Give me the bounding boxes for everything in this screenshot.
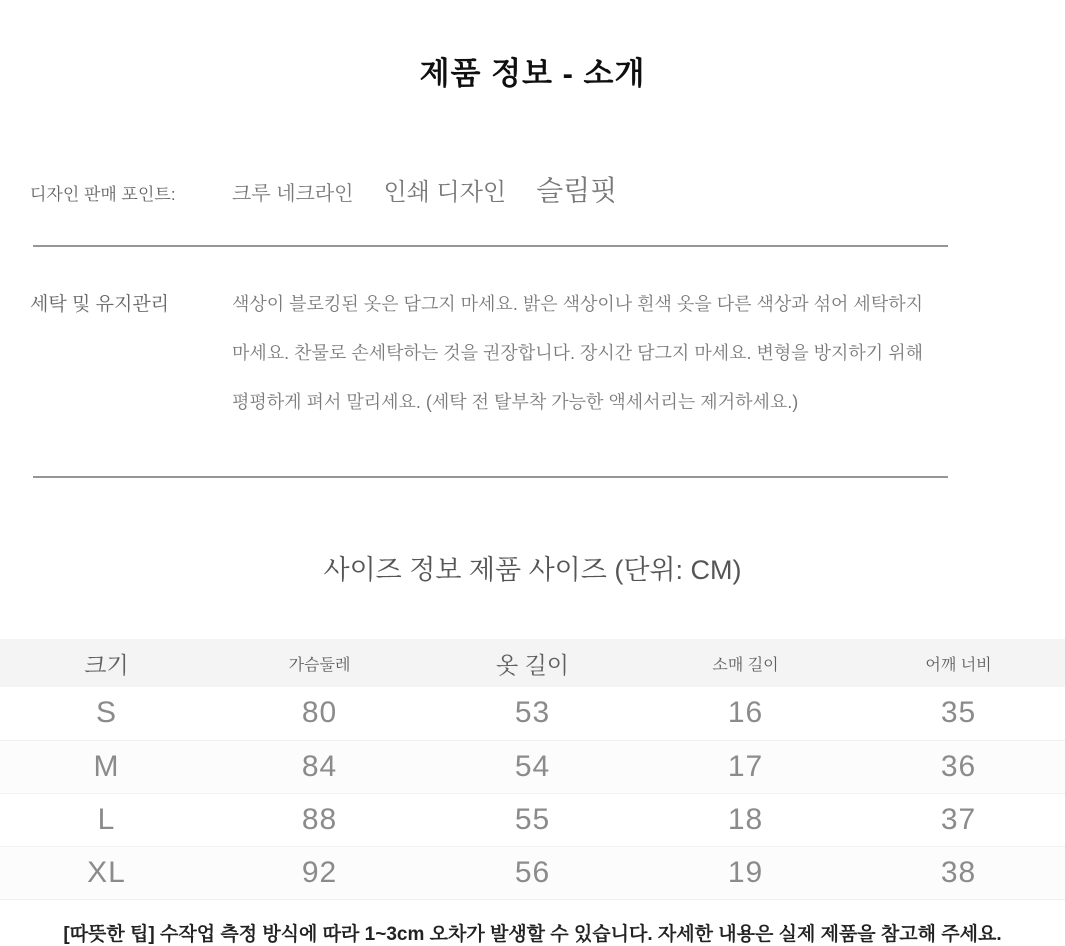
cell-sleeve: 16	[727, 696, 764, 730]
cell-chest: 88	[301, 802, 338, 836]
column-header-size: 크기	[84, 651, 129, 678]
page-title: 제품 정보 - 소개	[419, 56, 646, 91]
cell-shoulder: 36	[940, 749, 977, 783]
table-row-size-m	[0, 740, 1065, 793]
column-header-sleeve: 소매 길이	[712, 656, 779, 674]
table-row-size-s	[0, 687, 1065, 740]
cell-length: 56	[514, 855, 551, 889]
cell-chest: 84	[301, 749, 338, 783]
cell-shoulder: 38	[940, 855, 977, 889]
section-divider	[33, 245, 948, 247]
design-points-row	[0, 169, 1065, 209]
cell-size: M	[93, 749, 120, 783]
cell-size: XL	[87, 855, 126, 889]
design-point-print-design: 인쇄 디자인	[383, 179, 507, 206]
cell-chest: 92	[301, 855, 338, 889]
cell-chest: 80	[301, 696, 338, 730]
design-points-list	[232, 169, 617, 209]
design-point-slim-fit: 슬림핏	[536, 175, 618, 206]
cell-size: L	[97, 802, 116, 836]
table-row-size-xl	[0, 846, 1065, 899]
care-row	[0, 280, 1065, 427]
table-row-size-l	[0, 793, 1065, 846]
section-divider	[33, 476, 948, 478]
cell-sleeve: 19	[727, 855, 764, 889]
design-point-crew-neckline: 크루 네크라인	[232, 183, 354, 205]
cell-sleeve: 18	[727, 802, 764, 836]
column-header-length: 옷 길이	[495, 651, 570, 678]
size-section-title: 사이즈 정보 제품 사이즈 (단위: CM)	[323, 555, 742, 585]
design-points-label: 디자인 판매 포인트:	[30, 185, 176, 204]
column-header-shoulder: 어깨 너비	[925, 656, 992, 674]
cell-sleeve: 17	[727, 749, 764, 783]
cell-length: 54	[514, 749, 551, 783]
cell-size: S	[95, 696, 117, 730]
size-table-header-row	[0, 639, 1065, 687]
cell-length: 53	[514, 696, 551, 730]
cell-shoulder: 35	[940, 696, 977, 730]
measurement-tip: [따뜻한 팁] 수작업 측정 방식에 따라 1~3cm 오차가 발생할 수 있습니다. 자세한 내용은 실제 제품을 참고해 주세요.	[63, 923, 1002, 945]
cell-length: 55	[514, 802, 551, 836]
care-label: 세탁 및 유지관리	[30, 294, 170, 315]
cell-shoulder: 37	[940, 802, 977, 836]
column-header-chest: 가슴둘레	[288, 656, 351, 674]
size-table	[0, 639, 1065, 900]
care-instructions-text: 색상이 블로킹된 옷은 담그지 마세요. 밝은 색상이나 흰색 옷을 다른 색상과 섞어 세탁하지 마세요. 찬물로 손세탁하는 것을 권장합니다. 장시간 담그지 마세요. 변형을 방지하기 위해 평평하게 펴서 말리세요. (세탁 전 탈부착 가능한 액세서리는 제거하세요.)	[232, 294, 923, 412]
